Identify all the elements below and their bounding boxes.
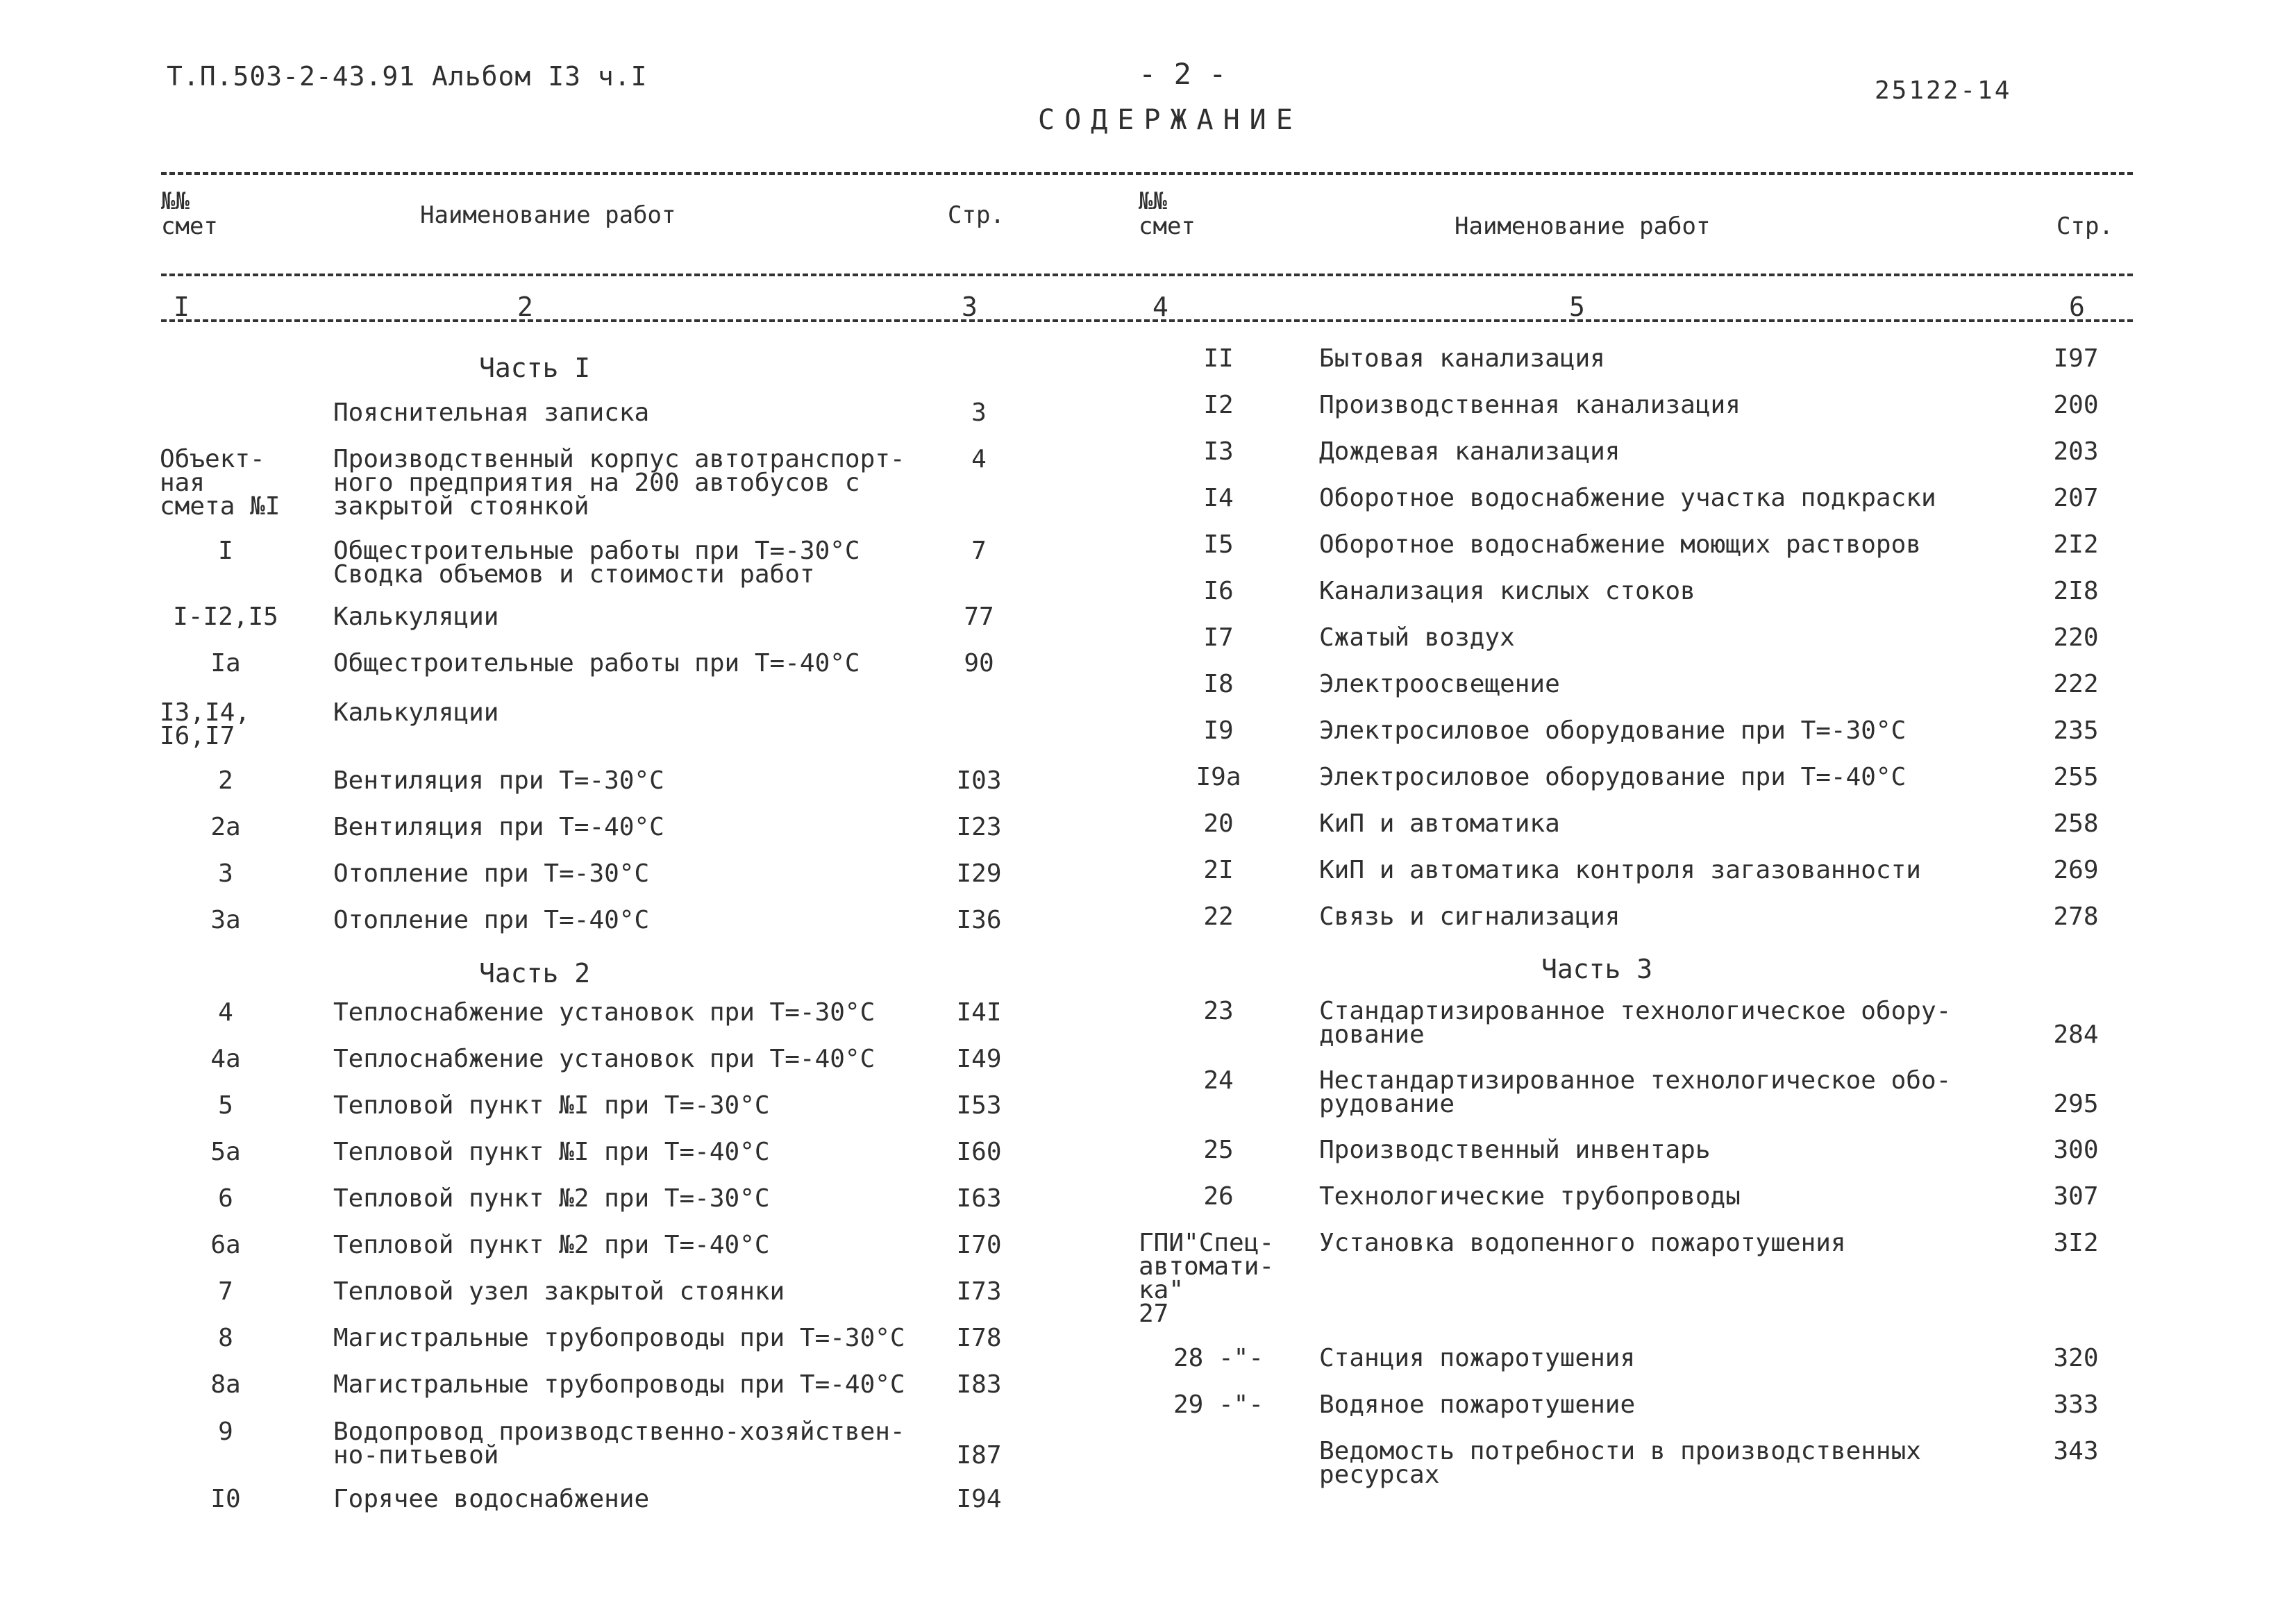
left-estimate-number: 5 (218, 1091, 233, 1120)
left-work-name: Тепловой пункт №I при Т=-30°С (333, 1091, 770, 1120)
right-work-name: Технологические трубопроводы (1319, 1182, 1741, 1211)
right-page-number: 300 (2053, 1136, 2099, 1164)
right-work-name: Сжатый воздух (1319, 623, 1515, 652)
part-3-heading: Часть 3 (1541, 954, 1653, 984)
left-estimate-number: 3а (210, 906, 241, 934)
right-work-name: Электросиловое оборудование при Т=-40°С (1319, 763, 1907, 791)
right-estimate-number: I4 (1203, 484, 1234, 512)
right-page-number: 207 (2053, 484, 2099, 512)
right-page-number: 269 (2053, 856, 2099, 884)
right-work-name: Производственный инвентарь (1319, 1136, 1711, 1164)
right-estimate-number: I9а (1196, 763, 1241, 791)
left-estimate-number: I0 (210, 1485, 241, 1513)
right-work-name: КиП и автоматика контроля загазованности (1319, 856, 1921, 884)
left-work-name: Общестроительные работы при Т=-30°С Сводка объемов и стоимости работ (333, 537, 860, 589)
left-estimate-number: 3 (218, 859, 233, 888)
right-page-number: 2I8 (2053, 577, 2099, 605)
right-page-number: 203 (2053, 437, 2099, 466)
left-page-number: I87 (956, 1441, 1002, 1470)
right-work-name: Оборотное водоснабжение участка подкраски (1319, 484, 1936, 512)
right-page-number: 307 (2053, 1182, 2099, 1211)
right-work-name: Бытовая канализация (1319, 344, 1605, 373)
left-work-name: Вентиляция при Т=-40°С (333, 813, 664, 841)
column-number: 2 (517, 292, 533, 322)
page-title: СОДЕРЖАНИЕ (1038, 104, 1302, 136)
left-estimate-number: I-I2,I5 (173, 603, 278, 631)
document-code: Т.П.503-2-43.91 Альбом I3 ч.I (167, 61, 648, 92)
right-page-number: 258 (2053, 809, 2099, 838)
left-work-name: Общестроительные работы при Т=-40°С (333, 649, 860, 678)
right-page-number: 2I2 (2053, 530, 2099, 559)
left-page-number: I63 (956, 1184, 1002, 1213)
header-bottom-rule (161, 274, 2133, 276)
left-estimate-number: I3,I4, I6,I7 (160, 698, 251, 750)
right-page-number: 222 (2053, 670, 2099, 698)
left-page-number: 4 (971, 445, 987, 473)
left-page-number: 77 (964, 603, 994, 631)
left-estimate-number: 8а (210, 1370, 241, 1399)
left-estimate-number: 2а (210, 813, 241, 841)
right-page-number: 200 (2053, 391, 2099, 419)
left-work-name: Горячее водоснабжение (333, 1485, 650, 1513)
right-page-number: 295 (2053, 1090, 2099, 1118)
right-estimate-number: I5 (1203, 530, 1234, 559)
left-work-name: Отопление при Т=-40°С (333, 906, 650, 934)
right-estimate-number: 2I (1203, 856, 1234, 884)
left-page-number: I03 (956, 766, 1002, 795)
left-work-name: Теплоснабжение установок при Т=-30°С (333, 998, 875, 1027)
left-page-number: 90 (964, 649, 994, 678)
left-page-number: 7 (971, 537, 987, 565)
left-estimate-number: Объект- ная смета №I (160, 445, 280, 521)
right-estimate-number: 28 -"- (1173, 1344, 1264, 1372)
column-number-rule (161, 319, 2133, 322)
column-number: 3 (962, 292, 978, 322)
right-page-number: 235 (2053, 716, 2099, 745)
left-page-number: I60 (956, 1138, 1002, 1166)
right-work-name: КиП и автоматика (1319, 809, 1560, 838)
right-work-name: Электроосвещение (1319, 670, 1560, 698)
right-estimate-number: 29 -"- (1173, 1390, 1264, 1419)
part-1-heading: Часть I (479, 353, 591, 383)
left-work-name: Теплоснабжение установок при Т=-40°С (333, 1045, 875, 1073)
right-page-number: 343 (2053, 1437, 2099, 1465)
left-estimate-number: Iа (210, 649, 241, 678)
right-work-name: Электросиловое оборудование при Т=-30°С (1319, 716, 1907, 745)
right-work-name: Установка водопенного пожаротушения (1319, 1229, 1846, 1257)
right-work-name: Нестандартизированное технологическое обо- рудование (1319, 1066, 1952, 1118)
left-work-name: Производственный корпус автотранспорт- ного предприятия на 200 автобусов с закрытой стоянкой (333, 445, 905, 521)
right-estimate-number: I9 (1203, 716, 1234, 745)
left-page-number: I78 (956, 1324, 1002, 1352)
left-work-name: Водопровод производственно-хозяйствен- но-питьевой (333, 1418, 905, 1470)
right-page-number: 320 (2053, 1344, 2099, 1372)
name-header-left: Наименование работ (420, 201, 676, 229)
right-estimate-number: I7 (1203, 623, 1234, 652)
page-number: - 2 - (1139, 57, 1227, 91)
right-estimate-number: 20 (1203, 809, 1234, 838)
name-header-right: Наименование работ (1455, 212, 1711, 240)
left-page-number: I94 (956, 1485, 1002, 1513)
right-work-name: Канализация кислых стоков (1319, 577, 1695, 605)
page-header-right: Стр. (2056, 212, 2113, 240)
left-page-number: I23 (956, 813, 1002, 841)
right-estimate-number: II (1203, 344, 1234, 373)
right-work-name: Дождевая канализация (1319, 437, 1620, 466)
column-number: I (174, 292, 190, 322)
right-page-number: 3I2 (2053, 1229, 2099, 1257)
num-header-right: №№ смет (1139, 187, 1196, 240)
left-page-number: I83 (956, 1370, 1002, 1399)
right-work-name: Водяное пожаротушение (1319, 1390, 1636, 1419)
column-number: 4 (1153, 292, 1168, 322)
right-page-number: 284 (2053, 1020, 2099, 1049)
right-work-name: Ведомость потребности в производственных ресурсах (1319, 1437, 1921, 1489)
right-estimate-number: I6 (1203, 577, 1234, 605)
right-work-name: Связь и сигнализация (1319, 902, 1620, 931)
left-estimate-number: 4 (218, 998, 233, 1027)
right-estimate-number: 24 (1203, 1066, 1234, 1095)
left-work-name: Тепловой пункт №I при Т=-40°С (333, 1138, 770, 1166)
left-work-name: Пояснительная записка (333, 398, 650, 427)
part-2-heading: Часть 2 (479, 958, 591, 989)
right-estimate-number: I3 (1203, 437, 1234, 466)
left-work-name: Калькуляции (333, 603, 499, 631)
left-work-name: Тепловой узел закрытой стоянки (333, 1277, 785, 1306)
right-page-number: 255 (2053, 763, 2099, 791)
right-estimate-number: 26 (1203, 1182, 1234, 1211)
left-page-number: I70 (956, 1231, 1002, 1259)
right-estimate-number: 25 (1203, 1136, 1234, 1164)
left-page-number: I4I (956, 998, 1002, 1027)
left-work-name: Магистральные трубопроводы при Т=-30°С (333, 1324, 905, 1352)
left-estimate-number: 8 (218, 1324, 233, 1352)
left-estimate-number: 2 (218, 766, 233, 795)
left-estimate-number: 7 (218, 1277, 233, 1306)
page-header-left: Стр. (948, 201, 1005, 229)
reference-number: 25122-14 (1875, 76, 2012, 105)
left-estimate-number: 6а (210, 1231, 241, 1259)
left-page-number: I53 (956, 1091, 1002, 1120)
left-page-number: I29 (956, 859, 1002, 888)
num-header-left: №№ смет (161, 187, 218, 240)
left-page-number: I73 (956, 1277, 1002, 1306)
right-work-name: Оборотное водоснабжение моющих растворов (1319, 530, 1921, 559)
left-work-name: Калькуляции (333, 698, 499, 727)
right-work-name: Станция пожаротушения (1319, 1344, 1636, 1372)
left-page-number: 3 (971, 398, 987, 427)
left-page-number: I36 (956, 906, 1002, 934)
left-work-name: Отопление при Т=-30°С (333, 859, 650, 888)
right-estimate-number: ГПИ"Спец- автомати- ка" 27 (1139, 1229, 1275, 1328)
column-number: 6 (2069, 292, 2085, 322)
left-estimate-number: I (218, 537, 233, 565)
right-estimate-number: I2 (1203, 391, 1234, 419)
left-estimate-number: 6 (218, 1184, 233, 1213)
right-page-number: 333 (2053, 1390, 2099, 1419)
right-estimate-number: 22 (1203, 902, 1234, 931)
right-page-number: 220 (2053, 623, 2099, 652)
right-estimate-number: I8 (1203, 670, 1234, 698)
left-estimate-number: 9 (218, 1418, 233, 1446)
right-page-number: 278 (2053, 902, 2099, 931)
left-work-name: Магистральные трубопроводы при Т=-40°С (333, 1370, 905, 1399)
left-estimate-number: 4а (210, 1045, 241, 1073)
left-estimate-number: 5а (210, 1138, 241, 1166)
left-work-name: Вентиляция при Т=-30°С (333, 766, 664, 795)
right-page-number: I97 (2053, 344, 2099, 373)
left-page-number: I49 (956, 1045, 1002, 1073)
right-estimate-number: 23 (1203, 997, 1234, 1025)
left-work-name: Тепловой пункт №2 при Т=-30°С (333, 1184, 770, 1213)
left-work-name: Тепловой пункт №2 при Т=-40°С (333, 1231, 770, 1259)
table-top-rule (161, 172, 2133, 175)
column-number: 5 (1569, 292, 1585, 322)
right-work-name: Производственная канализация (1319, 391, 1741, 419)
right-work-name: Стандартизированное технологическое обору- дование (1319, 997, 1952, 1049)
